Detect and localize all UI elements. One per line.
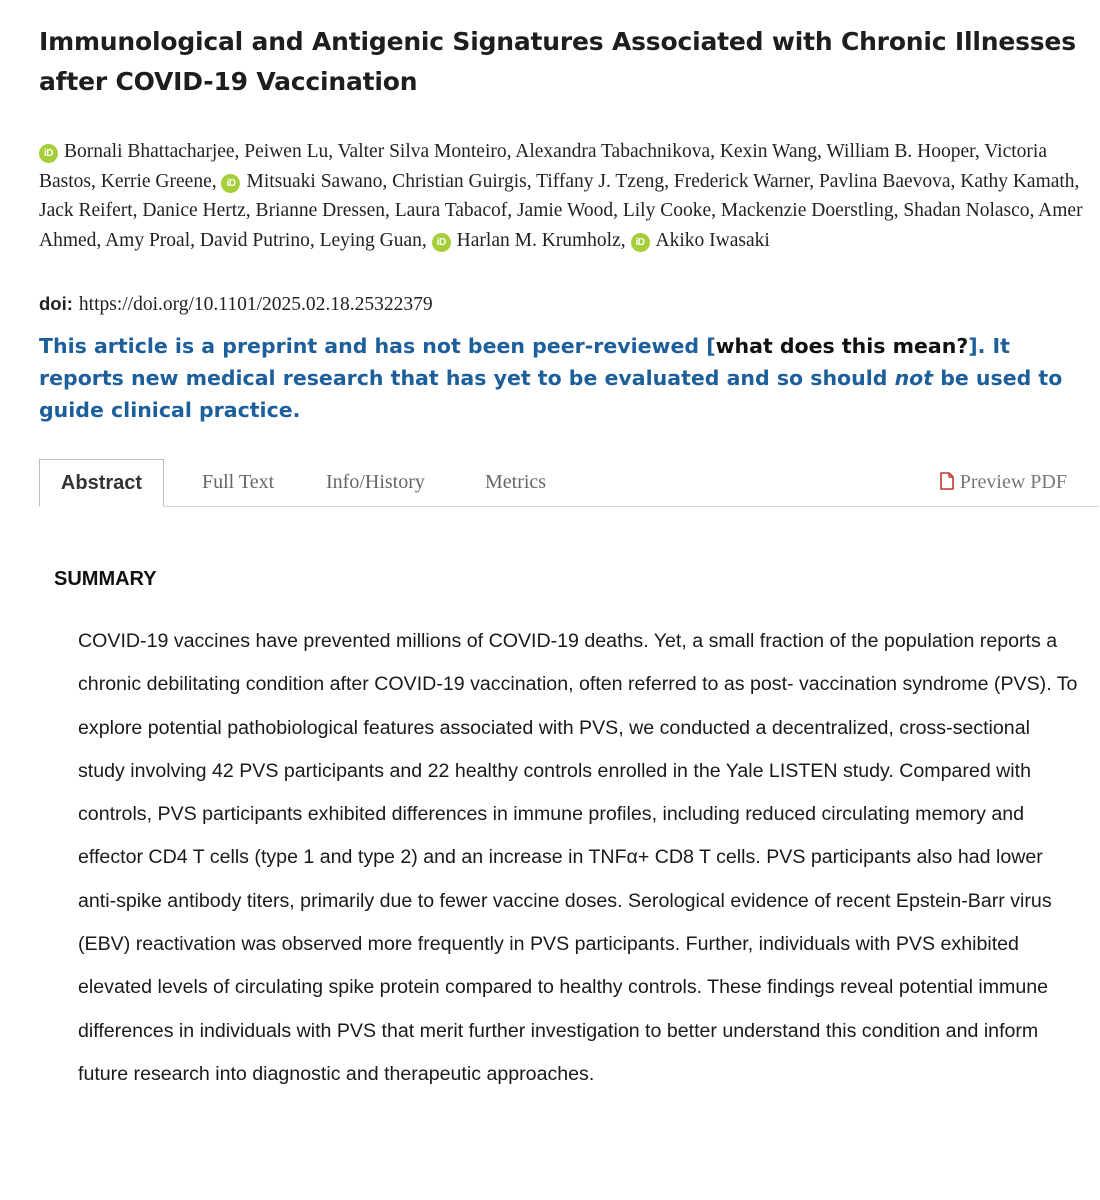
doi-line bbox=[39, 289, 433, 319]
notice-bracket-open: [ bbox=[706, 334, 716, 358]
article-title: Immunological and Antigenic Signatures Associated with Chronic Illnesses after COVID-19 Vaccination bbox=[39, 27, 1076, 96]
author-names: Bornali Bhattacharjee, Peiwen Lu, Valter Silva Monteiro, Alexandra Tabachnikova, Kexin Wang, William B. Hooper, Victoria Bastos, Kerrie Greene, bbox=[39, 141, 1047, 192]
what-does-this-mean-link[interactable]: what does this mean? bbox=[715, 334, 969, 358]
notice-text: It reports new medical research that has yet to be evaluated and so should bbox=[39, 334, 1010, 390]
summary-text: COVID-19 vaccines have prevented millions of COVID-19 deaths. Yet, a small fraction of the population reports a chronic debilitating condition after COVID-19 vaccination, often referred to as post- vaccination syndrome (PVS). To explore potential pathobiological features associated with PVS, we conducted a decentralized, cross-sectional study involving 42 PVS participants and 22 healthy controls enrolled in the Yale LISTEN study. Compared with controls, PVS participants exhibited differences in immune profiles, including reduced circulating memory and effector CD4 T cells (type 1 and type 2) and an increase in TNFα+ CD8 T cells. PVS participants also had lower anti-spike antibody titers, primarily due to fewer vaccine doses. Serological evidence of recent Epstein-Barr virus (EBV) reactivation was observed more frequently in PVS participants. Further, individuals with PVS exhibited elevated levels of circulating spike protein compared to healthy controls. These findings reveal potential immune differences in individuals with PVS that merit further investigation to better understand this condition and inform future research into diagnostic and therapeutic approaches. bbox=[78, 630, 1078, 1085]
notice-text: be used to guide clinical practice. bbox=[39, 366, 1063, 422]
tab-abstract[interactable]: Abstract bbox=[39, 459, 164, 507]
tab-info-history[interactable]: Info/History bbox=[326, 471, 425, 493]
orcid-icon[interactable]: iD bbox=[221, 174, 240, 193]
author-list bbox=[39, 137, 1089, 255]
doi-label: doi: bbox=[39, 293, 73, 314]
author-names: Akiko Iwasaki bbox=[655, 229, 770, 251]
notice-bracket-close: ]. bbox=[968, 334, 986, 358]
orcid-icon[interactable]: iD bbox=[39, 144, 58, 163]
author-names: Harlan M. Krumholz, bbox=[456, 229, 631, 251]
author-names: Mitsuaki Sawano, Christian Guirgis, Tiffany J. Tzeng, Frederick Warner, Pavlina Baevova, Kathy Kamath, Jack Reifert, Danice Hertz, Brianne Dressen, Laura Tabacof, Jamie Wood, Lily Cooke, Mackenzie Doerstling, Shadan Nolasco, Amer Ahmed, Amy Proal, David Putrino, Leying Guan, bbox=[39, 170, 1083, 251]
preview-pdf-button[interactable] bbox=[940, 459, 1067, 506]
tab-metrics[interactable]: Metrics bbox=[485, 471, 547, 493]
summary-heading: SUMMARY bbox=[54, 568, 157, 590]
doi-link[interactable]: https://doi.org/10.1101/2025.02.18.25322379 bbox=[78, 294, 433, 315]
preview-pdf-label: Preview PDF bbox=[959, 471, 1067, 493]
notice-emphasis: not bbox=[894, 366, 934, 390]
orcid-icon[interactable]: iD bbox=[432, 233, 451, 252]
preprint-notice bbox=[39, 330, 1094, 426]
tab-full-text[interactable]: Full Text bbox=[202, 471, 275, 493]
orcid-icon[interactable]: iD bbox=[631, 233, 650, 252]
article-tabs bbox=[39, 459, 1099, 507]
notice-text: This article is a preprint and has not been peer-reviewed bbox=[39, 334, 707, 358]
pdf-file-icon bbox=[940, 461, 954, 508]
